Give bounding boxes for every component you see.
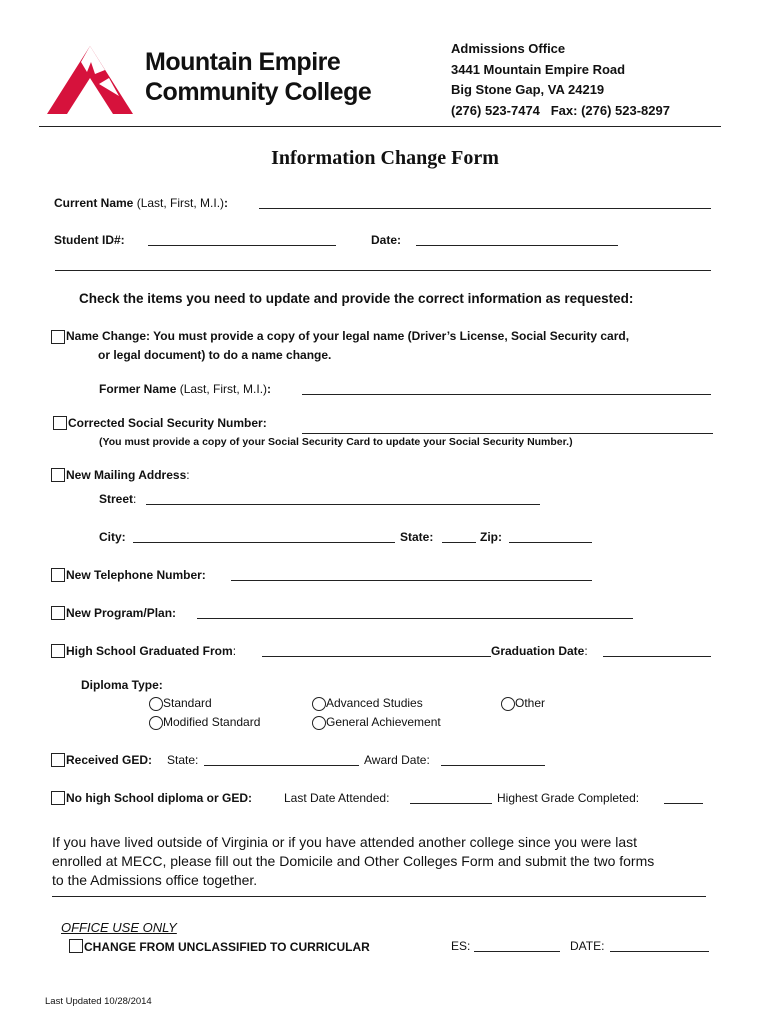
diploma-general-achievement-radio[interactable] xyxy=(312,716,326,730)
current-name-field[interactable] xyxy=(259,208,711,209)
telephone-label: New Telephone Number: xyxy=(66,568,206,582)
form-title: Information Change Form xyxy=(271,147,499,169)
former-name-field[interactable] xyxy=(302,394,711,395)
zip-label: Zip: xyxy=(480,530,502,544)
date-field[interactable] xyxy=(416,245,618,246)
no-diploma-checkbox[interactable] xyxy=(51,791,65,805)
mailing-address-checkbox[interactable] xyxy=(51,468,65,482)
diploma-other-label: Other xyxy=(515,696,546,710)
office-phone-fax: (276) 523-7474 Fax: (276) 523-8297 xyxy=(451,103,670,118)
city-label: City: xyxy=(99,530,126,544)
last-updated-footer: Last Updated 10/28/2014 xyxy=(45,996,152,1007)
street-field[interactable] xyxy=(146,504,540,505)
ged-award-date-label: Award Date: xyxy=(364,753,430,767)
last-date-attended-label: Last Date Attended: xyxy=(284,791,390,805)
highest-grade-label: Highest Grade Completed: xyxy=(497,791,640,805)
current-name-label: Current Name (Last, First, M.I.): xyxy=(54,196,229,210)
mailing-address-label: New Mailing Address: xyxy=(66,468,190,482)
office-use-heading: OFFICE USE ONLY xyxy=(61,920,177,935)
zip-field[interactable] xyxy=(509,542,592,543)
office-name: Admissions Office xyxy=(451,41,566,56)
ssn-label: Corrected Social Security Number: xyxy=(68,416,267,430)
diploma-advanced-studies-radio[interactable] xyxy=(312,697,326,711)
ged-award-date-field[interactable] xyxy=(441,765,545,766)
diploma-standard-radio[interactable] xyxy=(149,697,163,711)
college-name-line2: Community College xyxy=(145,78,372,106)
name-change-label-line1: Name Change: You must provide a copy of your legal name (Driver’s License, Social Security card, xyxy=(66,329,630,343)
diploma-type-label: Diploma Type: xyxy=(81,678,163,692)
telephone-checkbox[interactable] xyxy=(51,568,65,582)
diploma-modified-standard-radio[interactable] xyxy=(149,716,163,730)
high-school-field[interactable] xyxy=(262,656,491,657)
notice-line3: to the Admissions office together. xyxy=(52,872,258,888)
student-id-field[interactable] xyxy=(148,245,336,246)
former-name-label: Former Name (Last, First, M.I.): xyxy=(99,382,272,396)
ssn-checkbox[interactable] xyxy=(53,416,67,430)
name-change-label-line2: or legal document) to do a name change. xyxy=(98,348,332,362)
college-logo-icon xyxy=(47,44,133,116)
unclassified-to-curricular-label: CHANGE FROM UNCLASSIFIED TO CURRICULAR xyxy=(84,940,370,954)
city-field[interactable] xyxy=(133,542,395,543)
office-date-field[interactable] xyxy=(610,951,709,952)
diploma-general-achievement-label: General Achievement xyxy=(326,715,441,729)
graduation-date-label: Graduation Date: xyxy=(491,644,588,658)
header-divider xyxy=(39,126,721,127)
no-diploma-label: No high School diploma or GED: xyxy=(66,791,252,805)
es-field[interactable] xyxy=(474,951,560,952)
ged-state-field[interactable] xyxy=(204,765,359,766)
college-name-line1: Mountain Empire xyxy=(145,48,341,76)
unclassified-to-curricular-checkbox[interactable] xyxy=(69,939,83,953)
ged-label: Received GED: xyxy=(66,753,153,767)
state-label: State: xyxy=(400,530,434,544)
ssn-note: (You must provide a copy of your Social Security Card to update your Social Security Number.) xyxy=(99,436,573,448)
highest-grade-field[interactable] xyxy=(664,803,703,804)
diploma-other-radio[interactable] xyxy=(501,697,515,711)
program-checkbox[interactable] xyxy=(51,606,65,620)
high-school-checkbox[interactable] xyxy=(51,644,65,658)
name-change-checkbox[interactable] xyxy=(51,330,65,344)
ssn-field[interactable] xyxy=(302,433,713,434)
instructions-text: Check the items you need to update and provide the correct information as requested: xyxy=(79,291,634,306)
date-label: Date: xyxy=(371,233,402,247)
notice-divider xyxy=(52,896,706,897)
office-address-line2: Big Stone Gap, VA 24219 xyxy=(451,82,605,97)
graduation-date-field[interactable] xyxy=(603,656,711,657)
diploma-standard-label: Standard xyxy=(163,696,212,710)
ged-state-label: State: xyxy=(167,753,199,767)
high-school-label: High School Graduated From: xyxy=(66,644,237,658)
notice-line2: enrolled at MECC, please fill out the Domicile and Other Colleges Form and submit the two forms xyxy=(52,853,655,869)
office-date-label: DATE: xyxy=(570,939,605,953)
diploma-advanced-studies-label: Advanced Studies xyxy=(326,696,423,710)
diploma-modified-standard-label: Modified Standard xyxy=(163,715,261,729)
program-field[interactable] xyxy=(197,618,633,619)
state-field[interactable] xyxy=(442,542,476,543)
telephone-field[interactable] xyxy=(231,580,592,581)
ged-checkbox[interactable] xyxy=(51,753,65,767)
street-label: Street: xyxy=(99,492,137,506)
last-date-attended-field[interactable] xyxy=(410,803,492,804)
office-address-line1: 3441 Mountain Empire Road xyxy=(451,62,626,77)
es-label: ES: xyxy=(451,939,471,953)
notice-line1: If you have lived outside of Virginia or if you have attended another college since you were last xyxy=(52,834,637,850)
student-id-label: Student ID#: xyxy=(54,233,125,247)
program-label: New Program/Plan: xyxy=(66,606,177,620)
section-divider xyxy=(55,270,711,271)
